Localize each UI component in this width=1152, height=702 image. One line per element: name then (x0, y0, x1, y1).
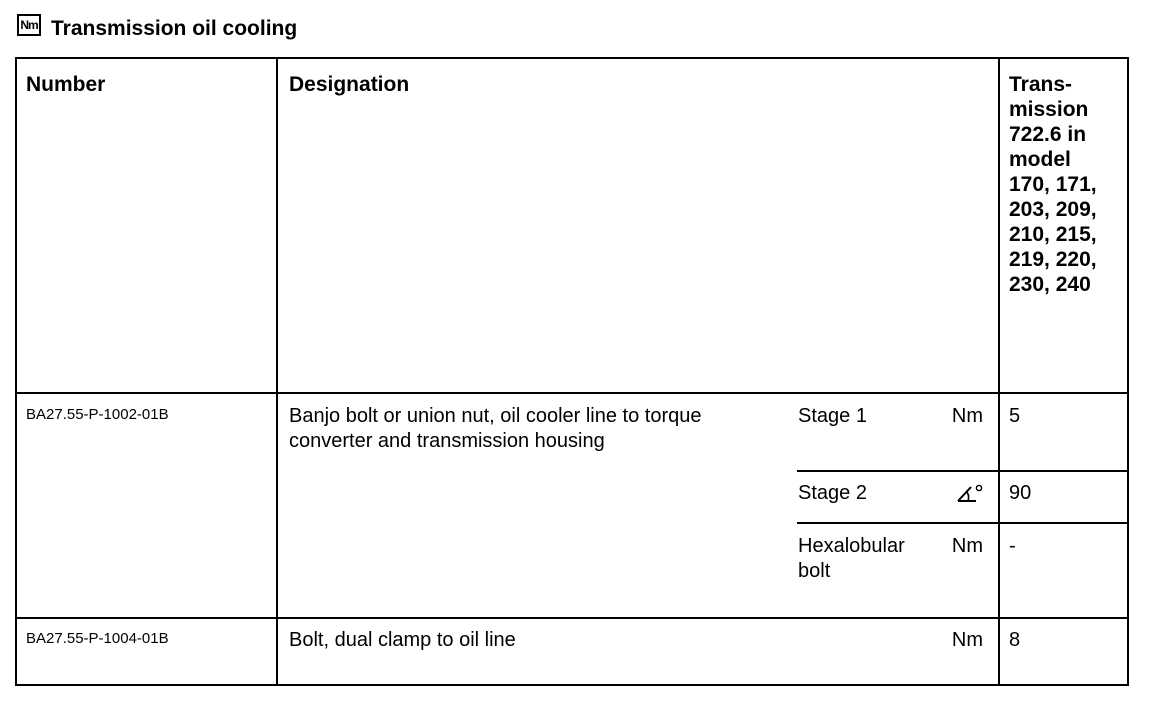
stage-label: Stage 2 (798, 482, 867, 504)
angle-value: 90 (1009, 482, 1032, 504)
row-divider (797, 522, 1127, 524)
header-number: Number (26, 73, 106, 96)
torque-value: - (1009, 535, 1016, 557)
part-number: BA27.55-P-1002-01B (26, 406, 169, 423)
row-divider (17, 392, 1127, 394)
stage-label: Stage 1 (798, 405, 867, 427)
designation-text: Bolt, dual clamp to oil line (289, 629, 516, 651)
unit-nm: Nm (951, 405, 983, 427)
row-divider (17, 617, 1127, 619)
part-number: BA27.55-P-1004-01B (26, 630, 169, 647)
stage-label: Hexalobular bolt (798, 535, 905, 582)
unit-nm: Nm (951, 535, 983, 557)
column-divider (998, 59, 1000, 684)
torque-nm-icon: Nm (17, 14, 41, 36)
column-divider (276, 59, 278, 684)
torque-table (15, 57, 1129, 686)
header-transmission: Trans- mission 722.6 in model 170, 171, 203, 209, 210, 215, 219, 220, 230, 240 (1009, 73, 1097, 296)
page-title: Transmission oil cooling (51, 17, 298, 40)
unit-nm: Nm (951, 629, 983, 651)
torque-value: 8 (1009, 629, 1021, 651)
designation-text: Banjo bolt or union nut, oil cooler line to torque converter and transmission housing (289, 405, 702, 452)
row-divider (797, 470, 1127, 472)
header-designation: Designation (289, 73, 410, 96)
torque-value: 5 (1009, 405, 1021, 427)
angle-degree-icon (955, 483, 983, 505)
